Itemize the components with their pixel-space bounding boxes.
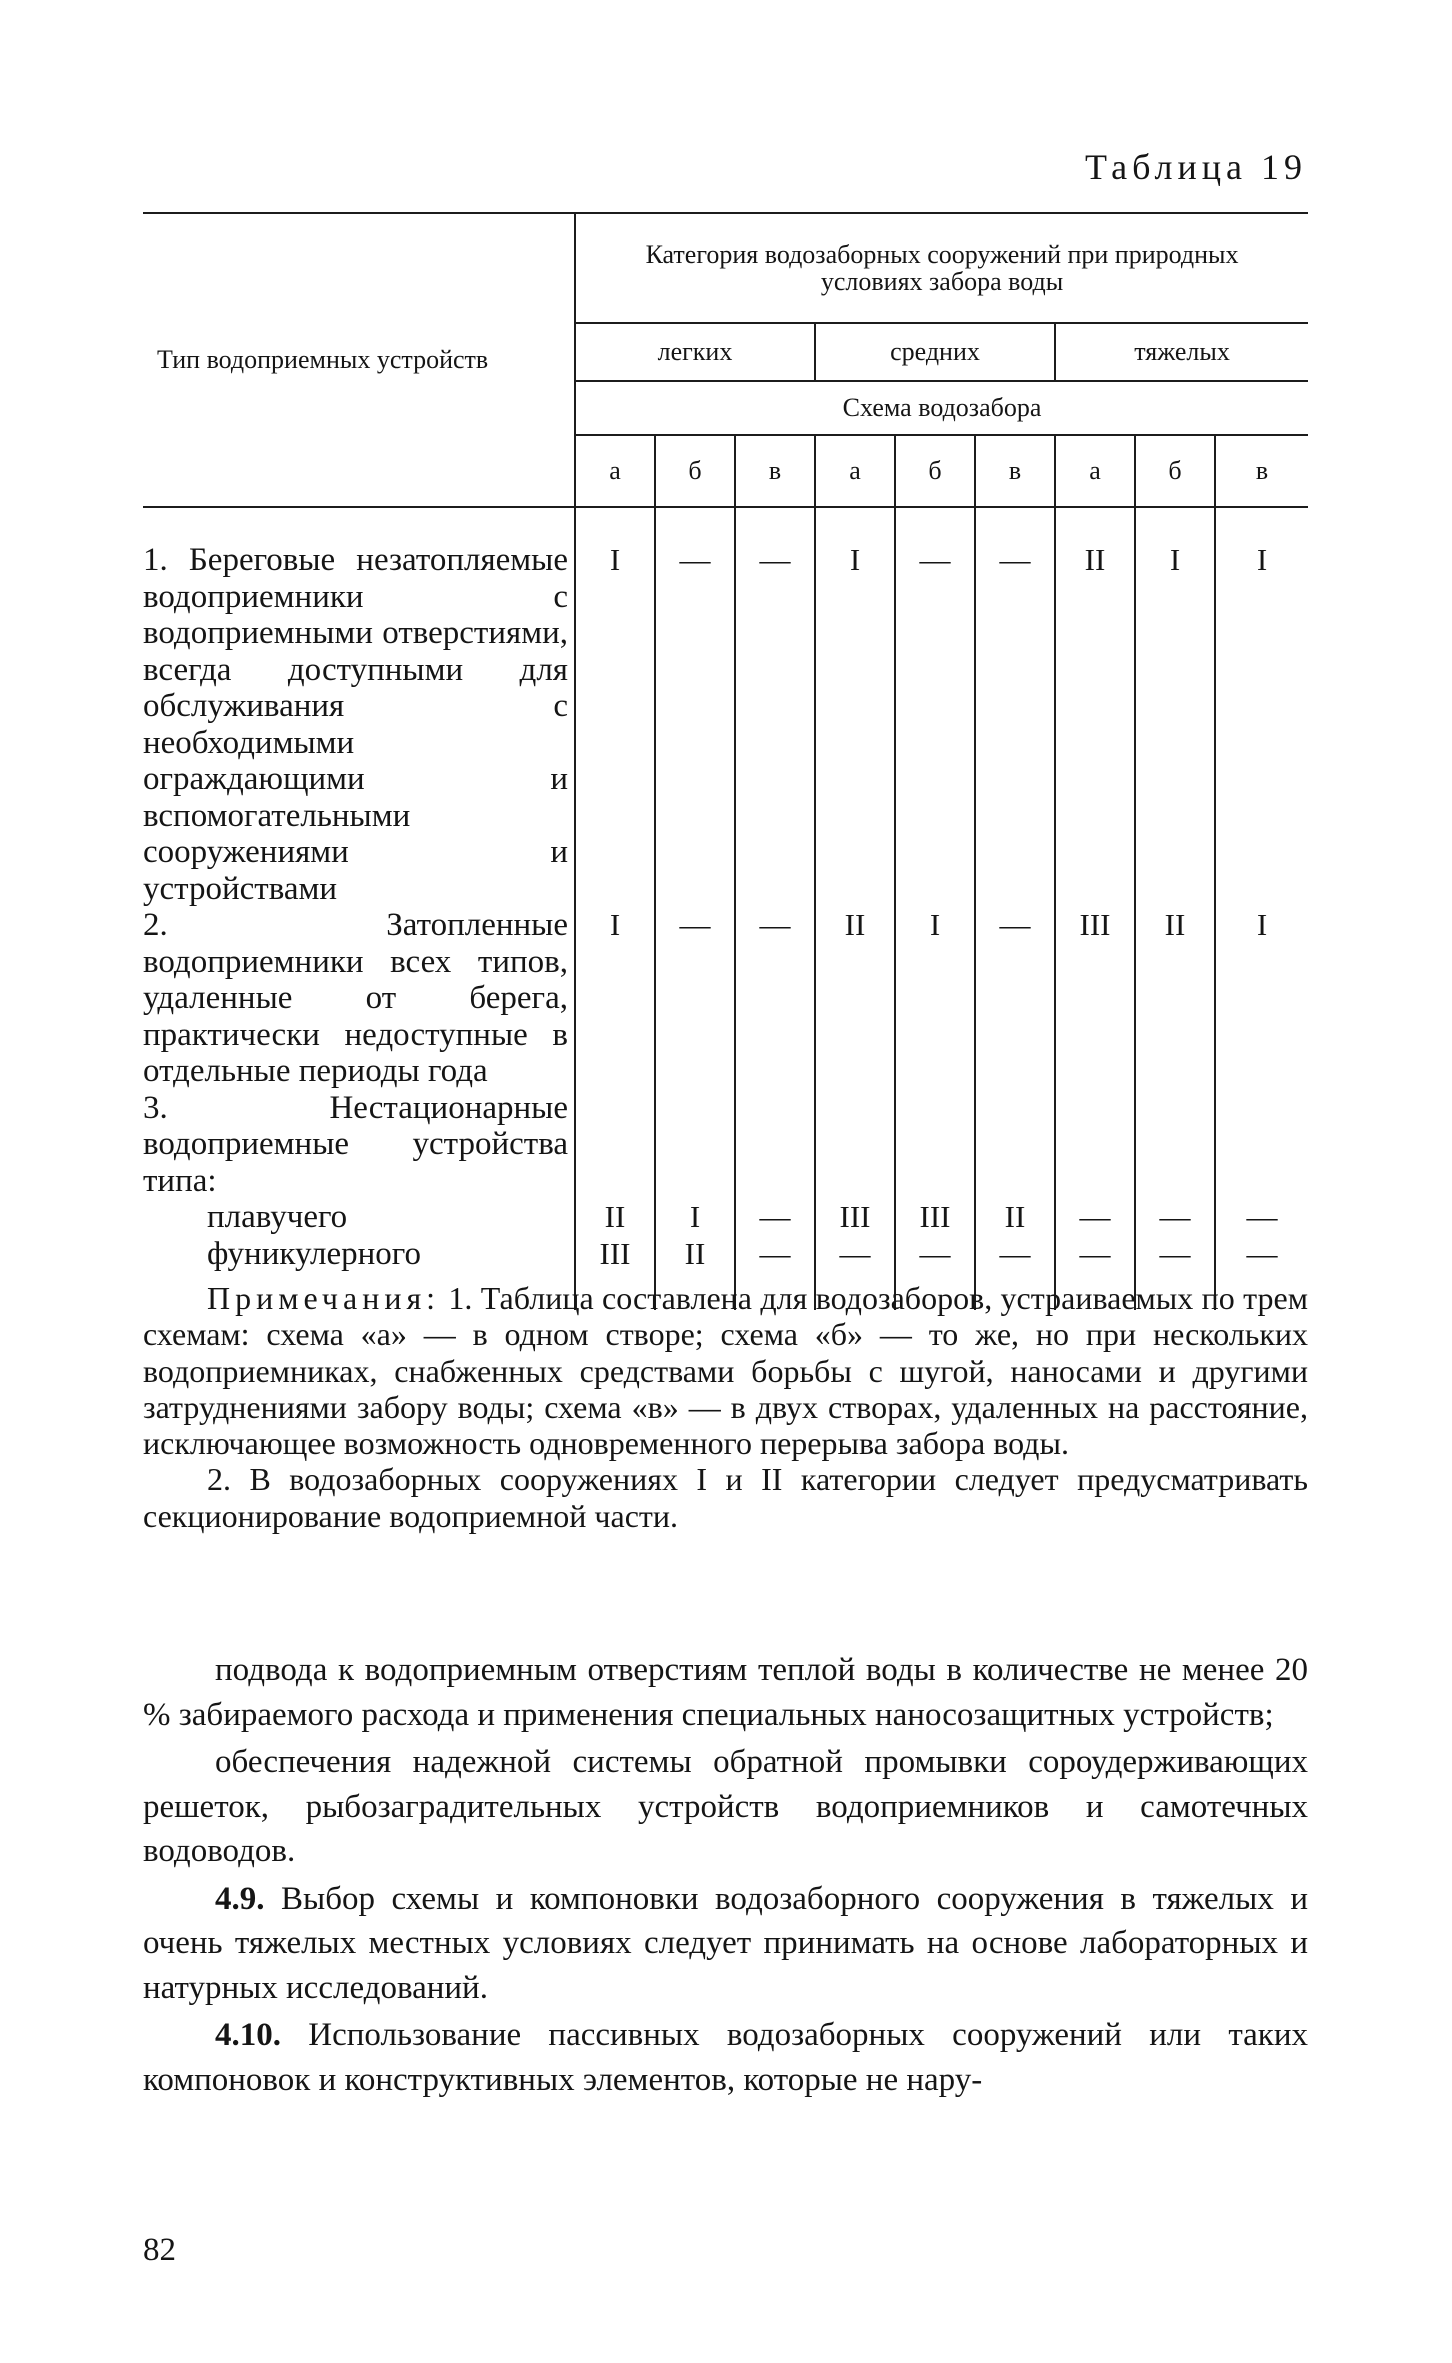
table-cell: — xyxy=(735,1236,815,1311)
row-sublabel: фуникулерного xyxy=(207,1235,421,1272)
table-cell xyxy=(815,1090,895,1200)
category-header: Категория водозаборных сооружений при природных условиях забора воды xyxy=(575,213,1308,323)
table-cell: — xyxy=(895,1236,975,1311)
table-cell xyxy=(1055,1090,1135,1200)
table-cell: I xyxy=(815,507,895,907)
table-cell: II xyxy=(655,1236,735,1311)
table-cell: II xyxy=(604,1199,626,1234)
table-cell: — xyxy=(1135,1199,1215,1236)
scheme-header: Схема водозабора xyxy=(575,381,1308,435)
scheme-a-heavy: а xyxy=(1055,435,1135,507)
table-cell: — xyxy=(1055,1199,1135,1236)
notes-title: Примечания: xyxy=(207,1280,441,1316)
table-cell: III xyxy=(1055,907,1135,1090)
row-label: 2. Затопленные водоприемники всех типов, удаленные от берега, практически недоступные в отдельные периоды года xyxy=(143,907,575,1090)
row-label: 3. Нестационарные водоприемные устройства типа: xyxy=(143,1090,575,1200)
table-cell: — xyxy=(1135,1236,1215,1311)
table-cell: — xyxy=(975,907,1055,1090)
scheme-v-medium: в xyxy=(975,435,1055,507)
scheme-v-heavy: в xyxy=(1215,435,1308,507)
table-cell: III xyxy=(895,1199,975,1236)
table-notes xyxy=(143,1280,1308,1534)
table-cell: I xyxy=(609,542,621,577)
scheme-b-light: б xyxy=(655,435,735,507)
table-cell: II xyxy=(1055,507,1135,907)
table-cell: — xyxy=(1215,1199,1308,1236)
table-row xyxy=(143,1199,1308,1236)
table-cell: II xyxy=(815,907,895,1090)
table-cell: — xyxy=(735,1199,815,1236)
page-number: 82 xyxy=(143,2232,176,2268)
table-cell: — xyxy=(1215,1236,1308,1311)
table-cell: II xyxy=(1135,907,1215,1090)
clause-text: Использование пассивных водозаборных сооружений или таких компоновок и конструктивных элементов, которые не нару- xyxy=(143,2017,1308,2098)
table-row xyxy=(143,1090,1308,1200)
table-cell: — xyxy=(655,907,735,1090)
table-cell: I xyxy=(609,907,621,942)
body-text xyxy=(143,1648,1308,2102)
table-cell xyxy=(895,1090,975,1200)
table-cell: — xyxy=(735,507,815,907)
condition-heavy: тяжелых xyxy=(1055,323,1308,381)
table-cell: — xyxy=(815,1236,895,1311)
table-cell: — xyxy=(655,507,735,907)
scheme-b-medium: б xyxy=(895,435,975,507)
table-cell: III xyxy=(815,1199,895,1236)
condition-medium: средних xyxy=(815,323,1055,381)
paragraph: подвода к водоприемным отверстиям теплой воды в количестве не менее 20 % забираемого расхода и применения специальных наносозащитных устройств; xyxy=(143,1652,1308,1733)
paragraph xyxy=(143,2013,1308,2102)
condition-light: легких xyxy=(575,323,815,381)
row-label: 1. Береговые незатопляемые водоприемники с водоприемными отверстиями, всегда доступными для обслуживания с необходимыми ограждающими и вспомогательными сооружениями и устройствами xyxy=(143,507,575,907)
paragraph: обеспечения надежной системы обратной промывки сороудерживающих решеток, рыбозаградительных устройств водоприемников и самотечных водоводов. xyxy=(143,1744,1308,1869)
table-cell: I xyxy=(655,1199,735,1236)
row-sublabel: плавучего xyxy=(207,1199,348,1235)
scheme-a-light: а xyxy=(575,435,655,507)
note-1 xyxy=(143,1280,1308,1461)
scheme-a-medium: а xyxy=(815,435,895,507)
table-cell xyxy=(1135,1090,1215,1200)
table-cell: — xyxy=(975,1236,1055,1311)
table-cell xyxy=(975,1090,1055,1200)
scheme-v-light: в xyxy=(735,435,815,507)
table-row xyxy=(143,507,1308,907)
table-row xyxy=(143,907,1308,1090)
note-2: 2. В водозаборных сооружениях I и II категории следует предусматривать секционирование водоприемной части. xyxy=(143,1461,1309,1534)
table-cell: III xyxy=(599,1235,631,1271)
clause-number: 4.10. xyxy=(215,2017,281,2053)
table-cell: — xyxy=(975,507,1055,907)
type-column-header: Тип водоприемных устройств xyxy=(143,213,575,507)
table-caption: Таблица 19 xyxy=(1085,147,1307,187)
categories-table xyxy=(143,212,1308,1310)
table-cell: — xyxy=(895,507,975,907)
table-cell: — xyxy=(1055,1236,1135,1311)
table-cell: — xyxy=(735,907,815,1090)
table-cell xyxy=(1215,1090,1308,1200)
clause-text: Выбор схемы и компоновки водозаборного сооружения в тяжелых и очень тяжелых местных условиях следует принимать на основе лабораторных и натурных исследований. xyxy=(143,1880,1309,2006)
table-cell xyxy=(655,1090,735,1200)
table-cell xyxy=(735,1090,815,1200)
paragraph xyxy=(143,1877,1308,2011)
table-cell: I xyxy=(1215,507,1308,907)
table-cell xyxy=(575,1090,655,1200)
clause-number: 4.9. xyxy=(215,1880,265,1917)
table-cell: I xyxy=(1215,907,1308,1090)
scheme-b-heavy: б xyxy=(1135,435,1215,507)
table-cell: I xyxy=(1135,507,1215,907)
note-1-text: 1. Таблица составлена для водозаборов, устраиваемых по трем схемам: схема «а» — в одном створе; схема «б» — то же, но при нескольких водоприемниках, снабженных средствами борьбы с шугой, наносами и другими затруднениями забору воды; схема «в» — в двух створах, удаленных на расстояние, исключающее возможность одновременного перерыва забора воды. xyxy=(143,1280,1309,1462)
table-cell: I xyxy=(895,907,975,1090)
table-cell: II xyxy=(975,1199,1055,1236)
row-label xyxy=(143,1199,575,1236)
